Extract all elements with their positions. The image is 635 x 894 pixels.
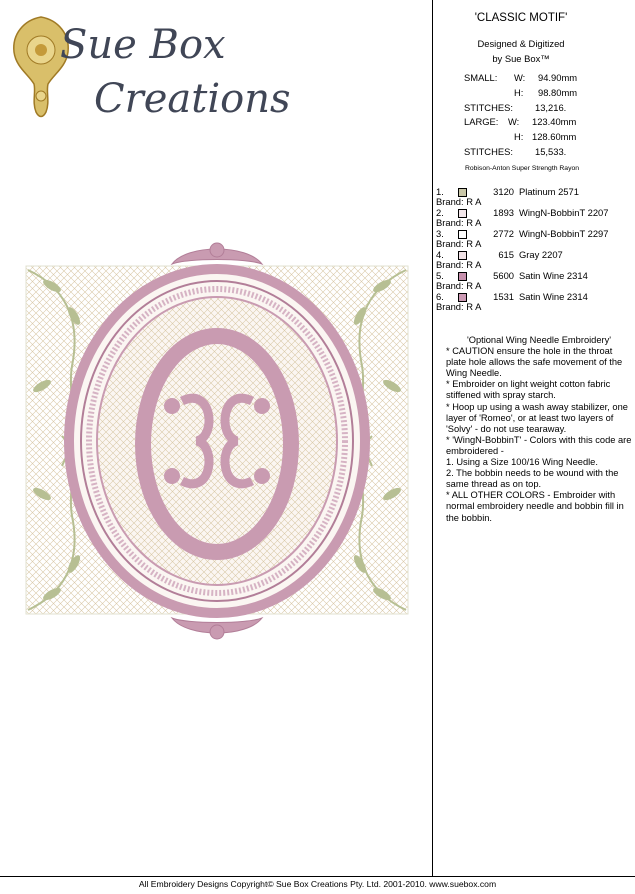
thread-brand-note: Robison-Anton Super Strength Rayon bbox=[464, 165, 580, 172]
thread-code: 1531 bbox=[493, 291, 514, 302]
thread-name: Platinum 2571 bbox=[519, 186, 579, 197]
notes-line: 1. Using a Size 100/16 Wing Needle. bbox=[446, 457, 598, 468]
thread-number: 2. bbox=[436, 207, 444, 218]
thread-brand: Brand: R A bbox=[436, 259, 482, 270]
thread-code: 5600 bbox=[493, 270, 514, 281]
small-height-value: 98.80mm bbox=[538, 87, 578, 98]
column-divider bbox=[432, 0, 433, 876]
thread-number: 3. bbox=[436, 228, 444, 239]
thread-brand: Brand: R A bbox=[436, 238, 482, 249]
thread-name: WingN-BobbinT 2297 bbox=[519, 228, 609, 239]
large-stitches-value: 15,533. bbox=[535, 146, 567, 157]
small-label: SMALL: bbox=[464, 72, 498, 83]
thread-name: Satin Wine 2314 bbox=[519, 270, 588, 281]
large-label: LARGE: bbox=[464, 116, 499, 127]
small-stitches-value: 13,216. bbox=[535, 102, 567, 113]
large-stitches-label: STITCHES: bbox=[464, 146, 513, 157]
small-w-label: W: bbox=[514, 72, 526, 83]
notes-heading: 'Optional Wing Needle Embroidery' bbox=[466, 335, 612, 345]
copyright-footer: All Embroidery Designs Copyright© Sue Box Creations Pty. Ltd. 2001-2010. www.suebox.com bbox=[138, 879, 497, 889]
notes-line: * Embroider on light weight cotton fabric stiffened with spray starch. bbox=[446, 379, 611, 401]
small-stitches-label: STITCHES: bbox=[464, 102, 513, 113]
thread-brand: Brand: R A bbox=[436, 217, 482, 228]
thread-name: Gray 2207 bbox=[519, 249, 563, 260]
large-width-value: 123.40mm bbox=[532, 116, 577, 127]
thread-code: 2772 bbox=[493, 228, 514, 239]
notes-line: 2. The bobbin needs to be wound with the same thread as on top. bbox=[446, 468, 619, 490]
large-h-label: H: bbox=[514, 131, 524, 142]
thread-number: 6. bbox=[436, 291, 444, 302]
notes-line: * 'WingN-BobbinT' - Colors with this code are embroidered - bbox=[446, 434, 632, 456]
embroidery-design-preview bbox=[22, 236, 412, 644]
large-height-value: 128.60mm bbox=[532, 131, 577, 142]
logo-line-1: Sue Box bbox=[60, 22, 226, 68]
thread-code: 615 bbox=[498, 249, 514, 260]
thread-name: WingN-BobbinT 2207 bbox=[519, 207, 609, 218]
thread-brand: Brand: R A bbox=[436, 196, 482, 207]
notes-line: * CAUTION ensure the hole in the throat plate hole allows the safe movement of the Wing Needle. bbox=[446, 346, 623, 379]
small-h-label: H: bbox=[514, 87, 524, 98]
thread-number: 5. bbox=[436, 270, 444, 281]
large-w-label: W: bbox=[508, 116, 520, 127]
wing-needle-notes bbox=[446, 335, 632, 524]
notes-line: * ALL OTHER COLORS - Embroider with normal embroidery needle and bobbin fill in the bobbin. bbox=[446, 490, 624, 523]
thread-brand: Brand: R A bbox=[436, 301, 482, 312]
footer-divider bbox=[0, 876, 635, 877]
notes-line: * Hoop up using a wash away stabilizer, one layer of 'Romeo', or at least two layers of 'Solvy' - do not use tearaway. bbox=[446, 401, 628, 434]
thread-code: 1893 bbox=[493, 207, 514, 218]
thread-number: 4. bbox=[436, 249, 444, 260]
logo-line-2: Creations bbox=[94, 76, 291, 122]
brand-logo bbox=[6, 10, 291, 128]
small-width-value: 94.90mm bbox=[538, 72, 578, 83]
credit-line-2: by Sue Box™ bbox=[492, 53, 550, 64]
thread-name: Satin Wine 2314 bbox=[519, 291, 588, 302]
credit-line-1: Designed & Digitized bbox=[477, 38, 565, 49]
design-title: 'CLASSIC MOTIF' bbox=[474, 12, 568, 24]
classic-motif-illustration bbox=[22, 236, 412, 644]
thread-number: 1. bbox=[436, 186, 444, 197]
thread-code: 3120 bbox=[493, 186, 514, 197]
thread-brand: Brand: R A bbox=[436, 280, 482, 291]
